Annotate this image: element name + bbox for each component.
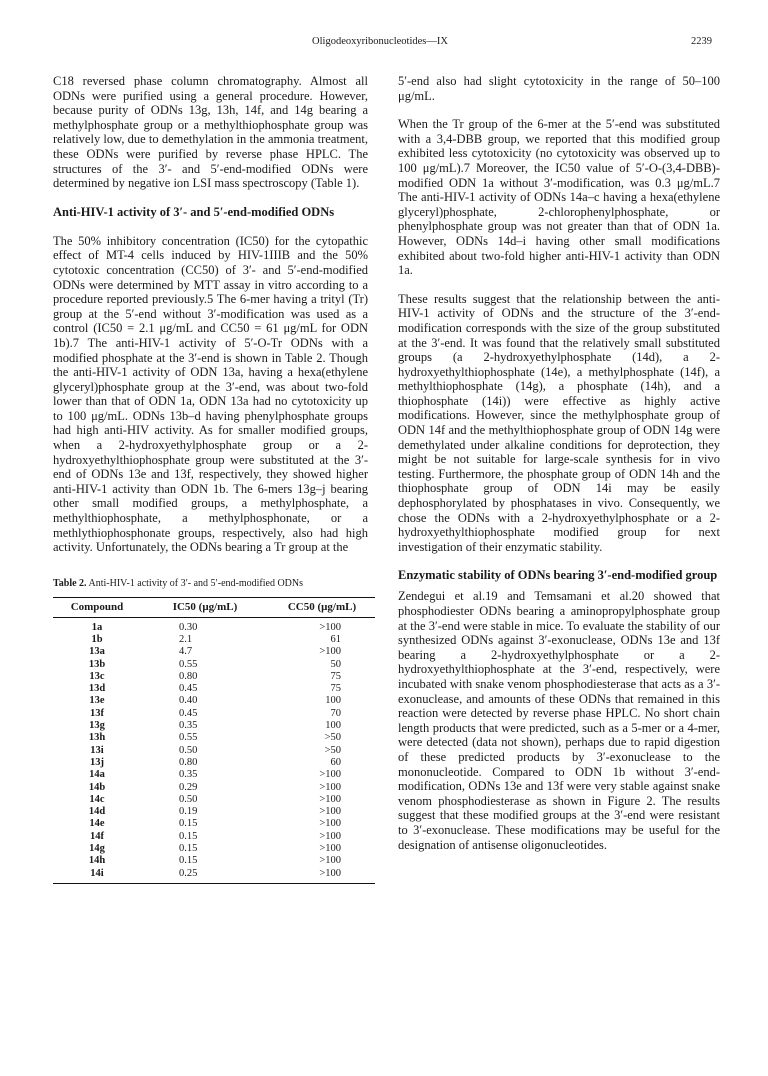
table-row (53, 617, 375, 634)
compound-cell: 13h (88, 732, 106, 744)
page-number: 2239 (691, 36, 712, 47)
cc50-cell: >100 (319, 843, 341, 855)
left-paragraph-1: C18 reversed phase column chromatography. Almost all ODNs were purified using a general procedure. However, because purity of ODNs 13g, 13h, 14f, and 14g bearing a methylphosphate group or a methylthiophosphate group was relatively low, due to demethylation in the ammonia treatment, these ODNs were purified by reverse phase HPLC. The structures of the 3′- and 5′-end-modified ODNs were determined by negative ion LSI mass spectroscopy (Table 1). (53, 74, 368, 191)
ic50-cell: 0.50 (179, 793, 198, 805)
ic50-cell: 0.80 (179, 670, 198, 682)
table-row (53, 732, 375, 744)
cc50-cell: 75 (330, 670, 341, 682)
table-row (53, 794, 375, 806)
right-paragraph-4: Zendegui et al.19 and Temsamani et al.20 showed that phosphodiester ODNs bearing a aminopropylphosphate group at the 3′-end were stable in mice. To evaluate the stability of our synthesized ODNs against 3′-exonuclease, ODNs 13e and 13f bearing a 2-hydroxyethylphosphate or a 2-hydroxyethylthiophosphate at the 3′-end, respectively, were incubated with snake venom phosphodiesterase that acts as a 3′-exonuclease, and amounts of these ODNs that remained in this reaction were detected by reverse phase HPLC. No short chain length products that were predicted, such as a 5-mer or a 4-mer, were detected (data not shown), perhaps due to rapid digestion of these predicted products by 3′-exonuclease to the mononucleotide. Compared to ODN 1b without 3′-end-modification, ODNs 13e and 13f were very stable against snake venom phosphodiesterase as shown in Figure 2. The results suggest that these modified groups at the 3′-end were resistant to 3′-exonuclease. These modifications may be useful for the designation of antisense oligonucleotides. (398, 589, 720, 852)
cc50-cell: >100 (319, 781, 341, 793)
table-row (53, 782, 375, 794)
cc50-cell: >100 (319, 769, 341, 781)
ic50-cell: 0.25 (141, 868, 269, 884)
table-row (53, 683, 375, 695)
ic50-cell: 0.50 (179, 744, 198, 756)
compound-cell: 14i (53, 868, 141, 884)
table-caption-label: Table 2. (53, 577, 87, 589)
table-caption (53, 577, 368, 592)
cc50-cell: >100 (319, 646, 341, 658)
table-row (53, 757, 375, 769)
ic50-cell: 0.30 (179, 621, 198, 633)
compound-cell: 13b (88, 658, 106, 670)
ic50-cell: 0.35 (179, 769, 198, 781)
cc50-cell: 61 (330, 634, 341, 645)
compound-cell: 1b (91, 634, 103, 645)
table-row (53, 855, 375, 867)
ic50-cell: 0.45 (179, 707, 198, 719)
compound-cell: 14c (89, 793, 105, 805)
compound-cell: 14f (90, 830, 104, 842)
table-row (53, 695, 375, 707)
ic50-cell: 0.40 (179, 695, 198, 707)
right-paragraph-1: 5′-end also had slight cytotoxicity in the range of 50–100 μg/mL. (398, 74, 720, 103)
compound-cell: 14d (88, 806, 106, 818)
cc50-cell: >100 (319, 855, 341, 867)
ic50-cell: 0.19 (179, 806, 198, 818)
compound-cell: 14h (88, 855, 106, 867)
cc50-cell: 100 (325, 720, 341, 732)
table-header-cell: CC50 (μg/mL) (269, 598, 375, 617)
table-row (53, 720, 375, 732)
cc50-cell: >100 (319, 621, 341, 633)
table-header-cell: Compound (53, 598, 141, 617)
compound-cell: 14a (89, 769, 105, 781)
left-paragraph-2: The 50% inhibitory concentration (IC50) for the cytopathic effect of MT-4 cells induced by HIV-1IIIB and the 50% cytotoxic concentration (CC50) of 3′- and 5′-end-modified ODNs were determined by MTT assay in vitro according to a procedure reported previously.5 The 6-mer having a trityl (Tr) group at the 5′-end without 3′-modification was used as a control (IC50 = 2.1 μg/mL and CC50 = 61 μg/mL for ODN 1b).7 The anti-HIV-1 activity of 5′-O-Tr ODNs with a modified phosphate at the 3′-end is shown in Table 2. Though the anti-HIV-1 activity of ODN 13a, having a hexa(ethylene glyceryl)phosphate group at the 3′-end, was about two-fold lower than that of ODN 1a, ODN 13a had no cytotoxicity up to 100 μg/mL. ODNs 13b–d having phenylphosphate groups had high anti-HIV activity. As for smaller modified groups, when a 2-hydroxyethylphosphate group or a 2-hydroxyethylthiophosphate group were substituted at the 3′-end of ODNs 13e and 13f, respectively, they showed higher anti-HIV-1 activity than ODN 1b. The 6-mers 13g–j bearing other small modified groups, a methylphosphate, a methylthiophosphate, a methylphosphonate, or a methlythiophosphonate groups, respectively, also had high activity. Unfortunately, the ODNs bearing a Tr group at the (53, 233, 368, 555)
compound-cell: 14g (89, 843, 105, 855)
ic50-cell: 0.45 (179, 683, 198, 695)
cc50-cell: >100 (319, 830, 341, 842)
table-row (53, 708, 375, 720)
table-row (53, 831, 375, 843)
ic50-cell: 2.1 (179, 634, 193, 645)
compound-cell: 14e (89, 818, 105, 830)
ic50-cell: 0.35 (179, 720, 198, 732)
compound-cell: 13f (90, 707, 104, 719)
table-row (53, 769, 375, 781)
cc50-cell: >100 (319, 818, 341, 830)
table-row (53, 843, 375, 855)
ic50-cell: 0.55 (179, 658, 198, 670)
table-row (53, 868, 375, 884)
running-title: Oligodeoxyribonucleotides—IX (312, 36, 448, 47)
compound-cell: 13j (90, 756, 104, 768)
cc50-cell: >100 (269, 868, 375, 884)
table-row (53, 818, 375, 830)
cc50-cell: >100 (319, 806, 341, 818)
ic50-cell: 0.55 (179, 732, 198, 744)
table-row (53, 659, 375, 671)
compound-cell: 13e (89, 695, 105, 707)
section-heading-enzymatic-stability: Enzymatic stability of ODNs bearing 3′-end-modified group (398, 568, 718, 583)
ic50-cell: 0.15 (179, 855, 198, 867)
cc50-cell: >100 (319, 793, 341, 805)
cc50-cell: 60 (330, 756, 341, 768)
ic50-cell: 4.7 (179, 646, 193, 658)
cc50-cell: 100 (325, 695, 341, 707)
section-heading-anti-hiv: Anti-HIV-1 activity of 3′- and 5′-end-modified ODNs (53, 204, 335, 219)
table-row (53, 671, 375, 683)
compound-cell: 14b (88, 781, 106, 793)
ic50-cell: 0.15 (179, 843, 198, 855)
table-row (53, 646, 375, 658)
compound-cell: 13g (89, 720, 105, 732)
right-paragraph-3: These results suggest that the relationship between the anti-HIV-1 activity of ODNs and the structure of the 3′-end-modification corresponds with the size of the group substituted at the 3′-end. It was found that the relatively small substituted groups (a 2-hydroxyethylphosphate (14d), a 2-hydroxyethylthiophosphate (14e), a methylphosphate (14f), a methylthiophosphate (14g), a phosphate (14h), and a thiophosphate (14i)) were effective as highly active modifications. However, since the methylphosphate group of ODN 14f and the methylthiophosphate group of ODN 14g were demethylated under alkaline conditions for deprotection, they might be not suitable for large-scale synthesis for in vivo testing. Furthermore, the phosphate group of ODN 14h and the thiophosphate group of ODN 14i may be easily dephosphorylated by phosphatases in vivo. Consequently, we chose the ODNs with a 2-hydroxyethylphosphate or a 2-hydroxyethylthiophosphate modified group for next investigation of their enzymatic stability. (398, 291, 720, 554)
table-header-cell: IC50 (μg/mL) (141, 598, 269, 617)
compound-cell: 1a (91, 621, 103, 633)
ic50-cell: 0.15 (179, 830, 198, 842)
cc50-cell: >50 (324, 744, 341, 756)
cc50-cell: 75 (330, 683, 341, 695)
table-row (53, 806, 375, 818)
cc50-cell: 70 (330, 707, 341, 719)
compound-cell: 13a (89, 646, 105, 658)
table-row (53, 745, 375, 757)
ic50-cell: 0.15 (179, 818, 198, 830)
table-row (53, 634, 375, 646)
cc50-cell: >50 (324, 732, 341, 744)
table-header-row (53, 598, 375, 617)
activity-table (53, 597, 375, 884)
right-paragraph-2: When the Tr group of the 6-mer at the 5′-end was substituted with a 3,4-DBB group, we reported that this modified group exhibited less cytotoxicity (no cytotoxicity was observed up to 100 μg/mL).7 Moreover, the IC50 value of 5′-O-(3,4-DBB)-modified ODN 1a without 3′-modification, was 0.3 μg/mL.7 The anti-HIV-1 activity of ODNs 14a–c having a hexa(ethylene glyceryl)phosphate, 2-chlorophenylphosphate, or phenylphosphate group was not greater than that of ODN 1a. However, ODNs 14d–i having other small modifications exhibited about two-fold higher anti-HIV-1 activity than ODN 1a. (398, 117, 720, 278)
compound-cell: 13c (89, 670, 105, 682)
compound-cell: 13d (88, 683, 106, 695)
left-column (53, 74, 368, 884)
ic50-cell: 0.29 (179, 781, 198, 793)
table-caption-text: Anti-HIV-1 activity of 3′- and 5′-end-modified ODNs (88, 577, 304, 589)
cc50-cell: 50 (330, 658, 341, 670)
page-header (48, 36, 712, 52)
right-column (398, 74, 720, 852)
compound-cell: 13i (90, 744, 104, 756)
ic50-cell: 0.80 (179, 756, 198, 768)
